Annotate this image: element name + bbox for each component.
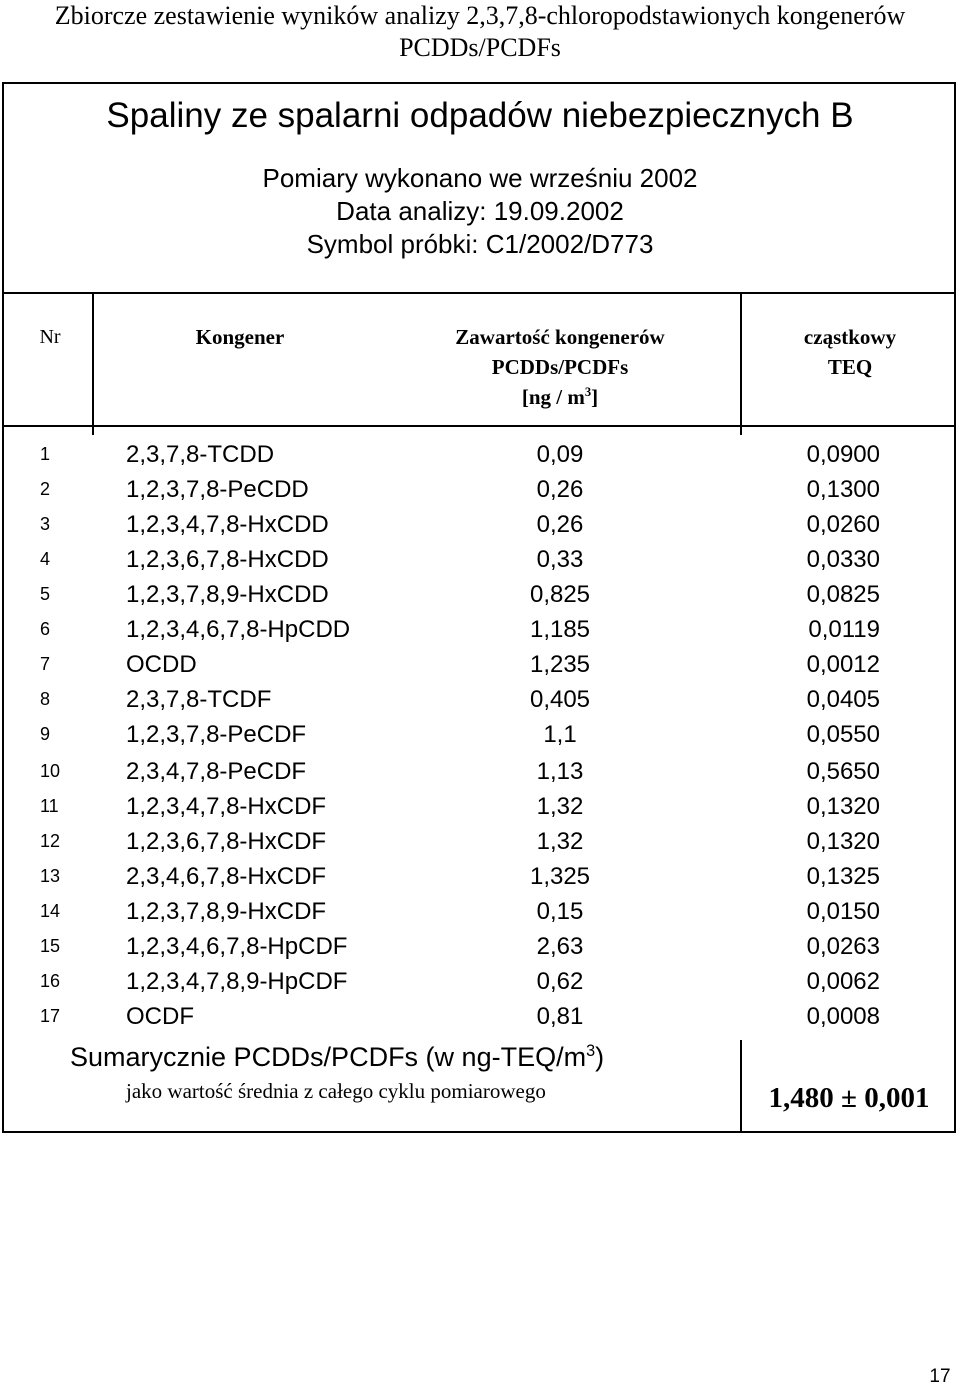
table-row <box>0 472 960 507</box>
row-teq: 0,1320 <box>806 828 880 855</box>
row-congener: 1,2,3,7,8,9-HxCDF <box>126 898 327 925</box>
row-congener: 1,2,3,4,7,8-HxCDD <box>126 511 329 538</box>
header-content-line-1: Zawartość kongenerów <box>455 325 665 349</box>
row-congener: 1,2,3,6,7,8-HxCDD <box>126 546 329 573</box>
document-title-line-2: PCDDs/PCDFs <box>399 33 561 62</box>
row-congener: 1,2,3,4,7,8-HxCDF <box>126 793 327 820</box>
table-row <box>0 612 960 647</box>
row-nr: 12 <box>40 831 61 851</box>
table-divider-top <box>2 292 956 294</box>
row-nr: 5 <box>40 584 51 604</box>
header-teq <box>760 322 940 382</box>
row-content: 1,1 <box>543 721 577 748</box>
summary-note: jako wartość średnia z całego cyklu pomiarowego <box>126 1079 546 1103</box>
page-number: 17 <box>929 1366 951 1387</box>
table-row <box>0 929 960 964</box>
header-content-line-2: PCDDs/PCDFs <box>491 355 629 379</box>
row-teq: 0,0330 <box>806 546 880 573</box>
row-teq: 0,0260 <box>806 511 880 538</box>
row-content: 1,32 <box>536 793 584 820</box>
row-congener: 1,2,3,7,8-PeCDF <box>126 721 307 748</box>
row-teq: 0,0405 <box>806 686 880 713</box>
row-content: 0,62 <box>536 968 584 995</box>
row-teq: 0,0012 <box>806 651 880 678</box>
row-nr: 14 <box>40 901 61 921</box>
row-nr: 15 <box>40 936 61 956</box>
measurement-info: Pomiary wykonano we wrześniu 2002 <box>262 163 698 193</box>
row-nr: 2 <box>40 479 51 499</box>
row-nr: 1 <box>40 444 51 464</box>
row-nr: 10 <box>40 761 61 781</box>
table-row <box>0 507 960 542</box>
row-teq: 0,0150 <box>806 898 880 925</box>
row-teq: 0,0900 <box>806 441 880 468</box>
row-nr: 3 <box>40 514 51 534</box>
row-congener: 2,3,7,8-TCDF <box>126 686 272 713</box>
row-teq: 0,1320 <box>806 793 880 820</box>
row-content: 0,825 <box>529 581 591 608</box>
row-content: 2,63 <box>536 933 584 960</box>
row-congener: 1,2,3,6,7,8-HxCDF <box>126 828 327 855</box>
row-teq: 0,5650 <box>806 758 880 785</box>
row-teq: 0,0119 <box>808 616 880 643</box>
header-content-unit: $[ng / m^3]$ <box>521 385 599 409</box>
table-row <box>0 542 960 577</box>
table-row <box>0 754 960 789</box>
row-teq: 0,1325 <box>806 863 880 890</box>
table-row <box>0 647 960 682</box>
row-content: 1,235 <box>529 651 591 678</box>
row-teq: 0,0008 <box>806 1003 880 1030</box>
table-divider-header <box>2 425 956 427</box>
row-congener: 1,2,3,7,8-PeCDD <box>126 476 309 503</box>
row-teq: 0,0263 <box>806 933 880 960</box>
row-nr: 13 <box>40 866 61 886</box>
table-row <box>0 964 960 999</box>
row-teq: 0,1300 <box>806 476 880 503</box>
sample-symbol: Symbol próbki: C1/2002/D773 <box>306 229 654 259</box>
table-row <box>0 682 960 717</box>
row-congener: 1,2,3,4,7,8,9-HpCDF <box>126 968 348 995</box>
measurement-info-block <box>0 162 960 261</box>
row-content: 0,15 <box>536 898 584 925</box>
row-congener: 1,2,3,4,6,7,8-HpCDF <box>126 933 348 960</box>
row-content: 1,13 <box>536 758 584 785</box>
table-row <box>0 859 960 894</box>
row-content: 0,405 <box>529 686 591 713</box>
summary-value: 1,480 ± 0,001 <box>768 1082 930 1114</box>
report-subtitle: Spaliny ze spalarni odpadów niebezpiecznych B <box>106 96 854 135</box>
row-nr: 16 <box>40 971 61 991</box>
summary-label: Sumarycznie PCDDs/PCDFs (w $ng-TEQ/m^3$) <box>70 1042 605 1072</box>
row-nr: 6 <box>40 619 51 639</box>
header-teq-line-2: TEQ <box>827 355 873 379</box>
row-nr: 9 <box>40 724 51 744</box>
table-row <box>0 437 960 472</box>
row-congener: 2,3,4,6,7,8-HxCDF <box>126 863 327 890</box>
row-congener: 2,3,7,8-TCDD <box>126 441 275 468</box>
header-nr: Nr <box>39 326 61 348</box>
table-row <box>0 824 960 859</box>
row-content: 1,185 <box>529 616 591 643</box>
table-row <box>0 789 960 824</box>
document-title-line-1: Zbiorcze zestawienie wyników analizy 2,3,7,8-chloropodstawionych kongenerów <box>54 1 906 30</box>
row-nr: 4 <box>40 549 51 569</box>
row-content: 0,33 <box>536 546 584 573</box>
row-teq: 0,0825 <box>806 581 880 608</box>
column-divider-nr <box>92 292 94 435</box>
header-teq-line-1: cząstkowy <box>803 325 897 349</box>
table-row <box>0 577 960 612</box>
header-content <box>420 322 700 412</box>
analysis-date: Data analizy: 19.09.2002 <box>336 196 624 226</box>
row-teq: 0,0550 <box>806 721 880 748</box>
row-content: 0,26 <box>536 476 584 503</box>
table-row <box>0 717 960 752</box>
row-content: 0,81 <box>536 1003 584 1030</box>
row-congener: 1,2,3,7,8,9-HxCDD <box>126 581 329 608</box>
row-content: 1,32 <box>536 828 584 855</box>
row-nr: 11 <box>40 796 59 816</box>
row-congener: OCDF <box>126 1003 194 1030</box>
row-congener: OCDD <box>126 651 197 678</box>
column-divider-teq <box>740 292 742 435</box>
row-teq: 0,0062 <box>806 968 880 995</box>
table-row <box>0 999 960 1034</box>
row-content: 1,325 <box>529 863 591 890</box>
row-content: 0,09 <box>536 441 584 468</box>
table-row <box>0 894 960 929</box>
document-title <box>0 0 960 64</box>
row-nr: 8 <box>40 689 51 709</box>
header-congener: Kongener <box>195 325 285 349</box>
row-nr: 7 <box>40 654 51 674</box>
row-content: 0,26 <box>536 511 584 538</box>
row-congener: 1,2,3,4,6,7,8-HpCDD <box>126 616 351 643</box>
row-congener: 2,3,4,7,8-PeCDF <box>126 758 307 785</box>
row-nr: 17 <box>40 1006 61 1026</box>
